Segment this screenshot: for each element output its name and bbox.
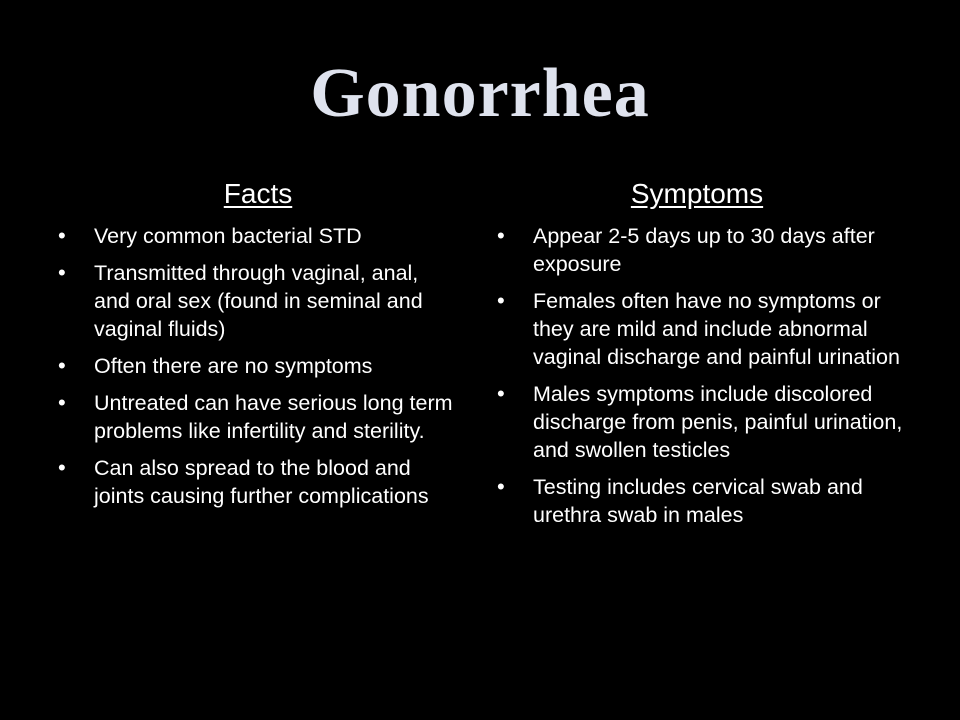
- list-item: [497, 222, 917, 278]
- facts-column: [58, 176, 458, 519]
- bullet-icon: •: [497, 288, 505, 313]
- list-item: [58, 352, 458, 380]
- bullet-icon: •: [58, 455, 66, 480]
- facts-list: [58, 222, 458, 510]
- list-item-text: Males symptoms include discolored discharge from penis, painful urination, and swollen testicles: [533, 382, 903, 462]
- symptoms-heading: Symptoms: [630, 178, 764, 209]
- list-item-text: Testing includes cervical swab and urethra swab in males: [533, 475, 863, 527]
- list-item: [497, 380, 917, 464]
- list-item: [58, 259, 458, 343]
- facts-heading: Facts: [223, 178, 293, 209]
- bullet-icon: •: [497, 381, 505, 406]
- bullet-icon: •: [58, 260, 66, 285]
- list-item: [58, 389, 458, 445]
- symptoms-list: [497, 222, 917, 529]
- bullet-icon: •: [58, 223, 66, 248]
- list-item: [58, 454, 458, 510]
- list-item: [58, 222, 458, 250]
- bullet-icon: •: [58, 353, 66, 378]
- list-item-text: Often there are no symptoms: [94, 354, 373, 378]
- list-item-text: Females often have no symptoms or they are mild and include abnormal vaginal discharge and painful urination: [533, 289, 900, 369]
- bullet-icon: •: [58, 390, 66, 415]
- symptoms-column: [497, 176, 917, 538]
- bullet-icon: •: [497, 223, 505, 248]
- list-item-text: Untreated can have serious long term problems like infertility and sterility.: [94, 391, 453, 443]
- list-item-text: Very common bacterial STD: [94, 224, 362, 248]
- list-item-text: Can also spread to the blood and joints causing further complications: [94, 456, 429, 508]
- list-item: [497, 473, 917, 529]
- list-item-text: Appear 2-5 days up to 30 days after exposure: [533, 224, 875, 276]
- slide-title: Gonorrhea: [310, 55, 650, 132]
- list-item: [497, 287, 917, 371]
- list-item-text: Transmitted through vaginal, anal, and oral sex (found in seminal and vaginal fluids): [94, 261, 423, 341]
- bullet-icon: •: [497, 474, 505, 499]
